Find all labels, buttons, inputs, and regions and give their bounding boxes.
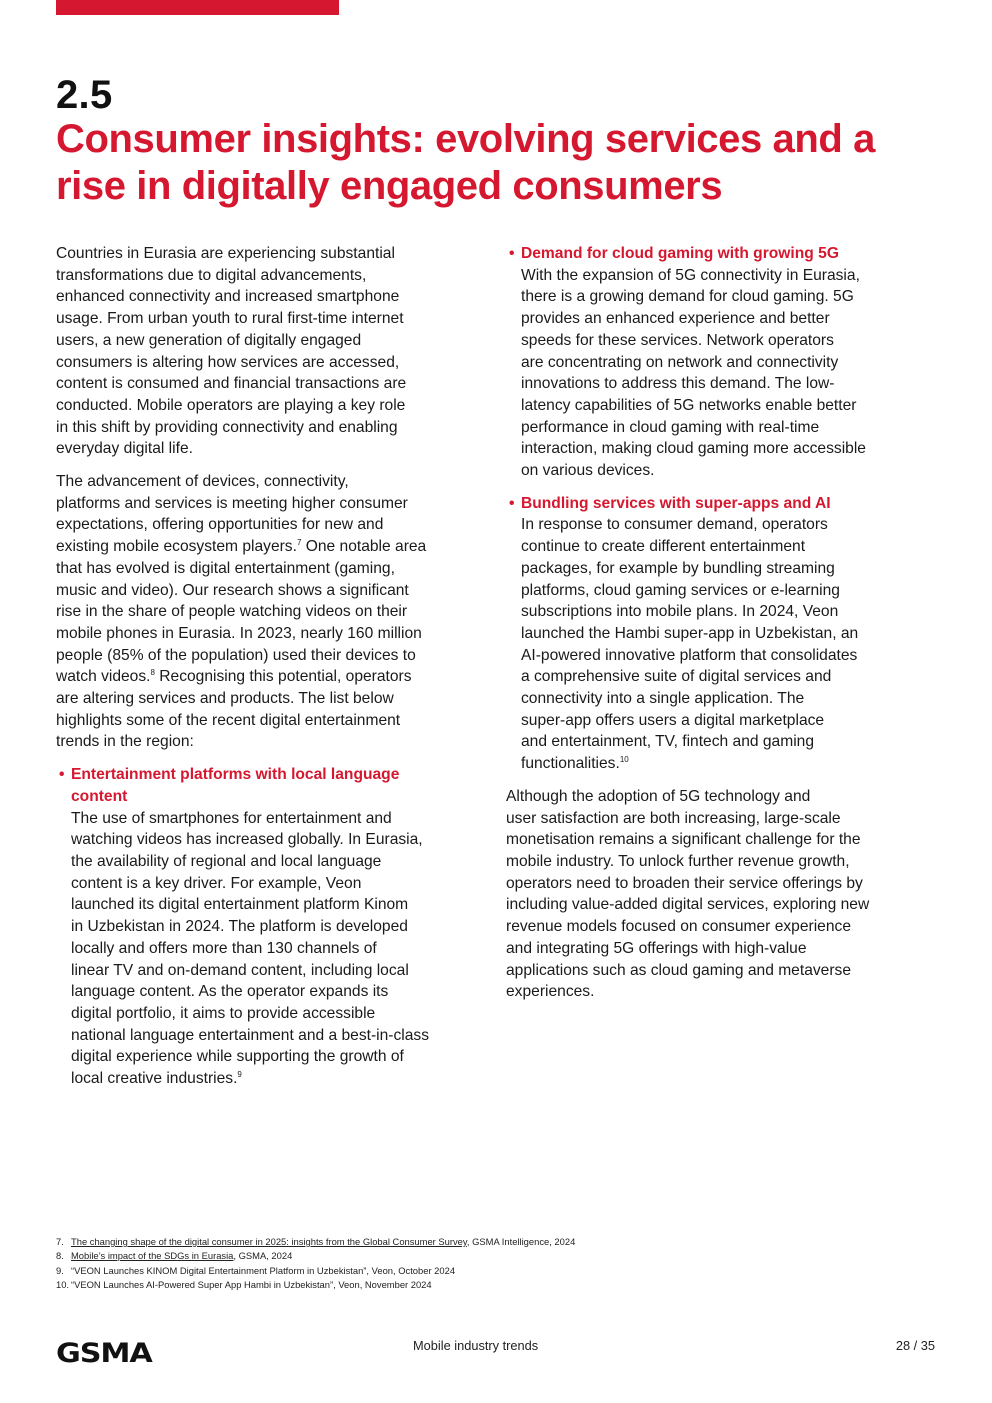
- text-line: conducted. Mobile operators are playing a key role: [56, 396, 406, 414]
- text-line: performance in cloud gaming with real-time: [521, 418, 820, 436]
- text-segment: One notable area: [301, 538, 427, 556]
- advancement-paragraph: [56, 471, 496, 753]
- bullet-heading: content: [71, 787, 128, 805]
- text-line: consumers is altering how services are accessed,: [56, 353, 400, 371]
- footnote-8: [56, 1249, 575, 1263]
- text-line: in Uzbekistan in 2024. The platform is developed: [71, 918, 408, 936]
- text-line: mobile industry. To unlock further revenue growth,: [506, 852, 850, 870]
- footnote-text: “VEON Launches AI-Powered Super App Hambi in Uzbekistan”, Veon, November 2024: [71, 1279, 432, 1291]
- text-line: usage. From urban youth to rural first-time internet: [56, 310, 404, 328]
- text-line: [56, 536, 496, 558]
- text-line: users, a new generation of digitally engaged: [56, 331, 362, 349]
- text-line: linear TV and on-demand content, including local: [71, 961, 409, 979]
- text-line: speeds for these services. Network operators: [521, 331, 834, 349]
- text-line: on various devices.: [521, 462, 655, 480]
- section-number: 2.5: [56, 73, 113, 117]
- accent-bar: [56, 0, 339, 15]
- text-line: watching videos has increased globally. In Eurasia,: [71, 831, 423, 849]
- bullet-heading: Entertainment platforms with local language: [71, 766, 400, 784]
- text-line: everyday digital life.: [56, 440, 193, 458]
- text-line: The advancement of devices, connectivity,: [56, 473, 349, 491]
- title-line: Consumer insights: evolving services and a: [56, 117, 876, 161]
- bullet-super-apps: [506, 493, 946, 775]
- text-segment: local creative industries.: [71, 1070, 238, 1088]
- text-line: music and video). Our research shows a significant: [56, 581, 409, 599]
- footnote-number: 7.: [56, 1236, 64, 1247]
- footer-section-title: Mobile industry trends: [413, 1338, 539, 1353]
- footnote-source: , GSMA, 2024: [233, 1250, 293, 1262]
- bullet-icon: •: [509, 494, 515, 512]
- text-line: expectations, offering opportunities for new and: [56, 516, 384, 534]
- text-line: [71, 1068, 496, 1090]
- text-line: revenue models focused on consumer experience: [506, 918, 851, 936]
- text-line: digital portfolio, it aims to provide accessible: [71, 1004, 376, 1022]
- text-line: experiences.: [506, 983, 595, 1001]
- text-line: and integrating 5G offerings with high-value: [506, 939, 807, 957]
- text-line: mobile phones in Eurasia. In 2023, nearly 160 million: [56, 624, 422, 642]
- bullet-icon: •: [59, 766, 65, 784]
- text-segment: existing mobile ecosystem players.: [56, 538, 297, 556]
- left-column: [56, 243, 496, 1101]
- footnote-ref[interactable]: 9: [237, 1070, 242, 1080]
- text-line: launched its digital entertainment platform Kinom: [71, 896, 409, 914]
- text-line: and entertainment, TV, fintech and gaming: [521, 733, 815, 751]
- text-line: rise in the share of people watching videos on their: [56, 603, 408, 621]
- text-line: platforms, cloud gaming services or e-learning: [521, 581, 840, 599]
- title-line: rise in digitally engaged consumers: [56, 164, 723, 208]
- text-line: provides an enhanced experience and better: [521, 310, 830, 328]
- text-line: interaction, making cloud gaming more accessible: [521, 440, 866, 458]
- text-line: platforms and services is meeting higher consumer: [56, 494, 408, 512]
- text-line: people (85% of the population) used their devices to: [56, 646, 416, 664]
- text-line: connectivity into a single application. The: [521, 690, 805, 708]
- text-line: subscriptions into mobile plans. In 2024, Veon: [521, 603, 839, 621]
- text-line: monetisation remains a significant challenge for the: [506, 831, 861, 849]
- text-line: [56, 666, 496, 688]
- text-line: AI-powered innovative platform that consolidates: [521, 646, 858, 664]
- text-line: launched the Hambi super-app in Uzbekistan, an: [521, 624, 859, 642]
- footnote-ref[interactable]: 10: [619, 755, 629, 765]
- text-line: operators need to broaden their service offerings by: [506, 874, 863, 892]
- text-line: highlights some of the recent digital entertainment: [56, 711, 401, 729]
- text-line: innovations to address this demand. The low-: [521, 375, 835, 393]
- text-line: there is a growing demand for cloud gaming. 5G: [521, 288, 854, 306]
- footnote-text: “VEON Launches KINOM Digital Entertainment Platform in Uzbekistan”, Veon, October 2024: [71, 1264, 456, 1276]
- text-line: The use of smartphones for entertainment and: [71, 809, 392, 827]
- footnotes: [56, 1235, 575, 1293]
- footnote-9: [56, 1264, 575, 1278]
- footnote-10: [56, 1278, 575, 1292]
- text-segment: functionalities.: [521, 755, 620, 773]
- text-line: enhanced connectivity and increased smartphone: [56, 288, 400, 306]
- bullet-heading: Bundling services with super-apps and AI: [521, 494, 831, 512]
- gsma-logo: GSMA: [56, 1338, 152, 1369]
- page-number: 28 / 35: [895, 1338, 935, 1353]
- footnote-ref[interactable]: 8: [150, 668, 155, 678]
- text-line: locally and offers more than 130 channels of: [71, 939, 377, 957]
- text-line: latency capabilities of 5G networks enable better: [521, 396, 857, 414]
- text-segment: watch videos.: [56, 668, 151, 686]
- page-title: [56, 116, 956, 210]
- text-line: user satisfaction are both increasing, large-scale: [506, 809, 841, 827]
- text-line: that has evolved is digital entertainment (gaming,: [56, 559, 395, 577]
- text-line: content is consumed and financial transactions are: [56, 375, 407, 393]
- footnote-link[interactable]: The changing shape of the digital consumer in 2025: insights from the Global Consumer Survey: [71, 1236, 467, 1247]
- bullet-heading: Demand for cloud gaming with growing 5G: [521, 245, 839, 262]
- text-line: continue to create different entertainment: [521, 538, 806, 556]
- text-line: national language entertainment and a best-in-class: [71, 1026, 430, 1044]
- text-line: content is a key driver. For example, Veon: [71, 874, 362, 892]
- footnote-source: , GSMA Intelligence, 2024: [466, 1236, 576, 1247]
- right-column: [506, 243, 946, 1014]
- footnote-7: [56, 1235, 575, 1249]
- footnote-ref[interactable]: 7: [296, 538, 302, 548]
- text-line: With the expansion of 5G connectivity in Eurasia,: [521, 266, 860, 284]
- text-line: Countries in Eurasia are experiencing substantial: [56, 245, 395, 262]
- text-line: trends in the region:: [56, 733, 194, 751]
- text-line: including value-added digital services, exploring new: [506, 896, 870, 914]
- text-line: a comprehensive suite of digital services and: [521, 668, 832, 686]
- footnote-number: 10.: [56, 1279, 70, 1291]
- bullet-icon: •: [509, 245, 515, 262]
- bullet-entertainment-platforms: [56, 764, 496, 1090]
- text-segment: Recognising this potential, operators: [154, 668, 412, 686]
- text-line: [521, 753, 946, 775]
- bullet-cloud-gaming: [506, 243, 946, 482]
- text-line: super-app offers users a digital marketplace: [521, 711, 825, 729]
- text-line: packages, for example by bundling streaming: [521, 559, 835, 577]
- footnote-number: 9.: [56, 1264, 64, 1276]
- text-line: applications such as cloud gaming and metaverse: [506, 961, 851, 979]
- footnote-link[interactable]: Mobile’s impact of the SDGs in Eurasia: [71, 1250, 234, 1262]
- text-line: in this shift by providing connectivity and enabling: [56, 418, 398, 436]
- conclusion-paragraph: [506, 786, 946, 1003]
- footnote-number: 8.: [56, 1250, 64, 1262]
- text-line: digital experience while supporting the growth of: [71, 1048, 404, 1066]
- text-line: In response to consumer demand, operators: [521, 516, 828, 534]
- text-line: transformations due to digital advancements,: [56, 266, 367, 284]
- text-line: the availability of regional and local language: [71, 852, 382, 870]
- text-line: language content. As the operator expands its: [71, 983, 389, 1001]
- text-line: are concentrating on network and connectivity: [521, 353, 839, 371]
- intro-paragraph: [56, 243, 496, 460]
- text-line: Although the adoption of 5G technology and: [506, 787, 811, 805]
- text-line: are altering services and products. The list below: [56, 690, 394, 708]
